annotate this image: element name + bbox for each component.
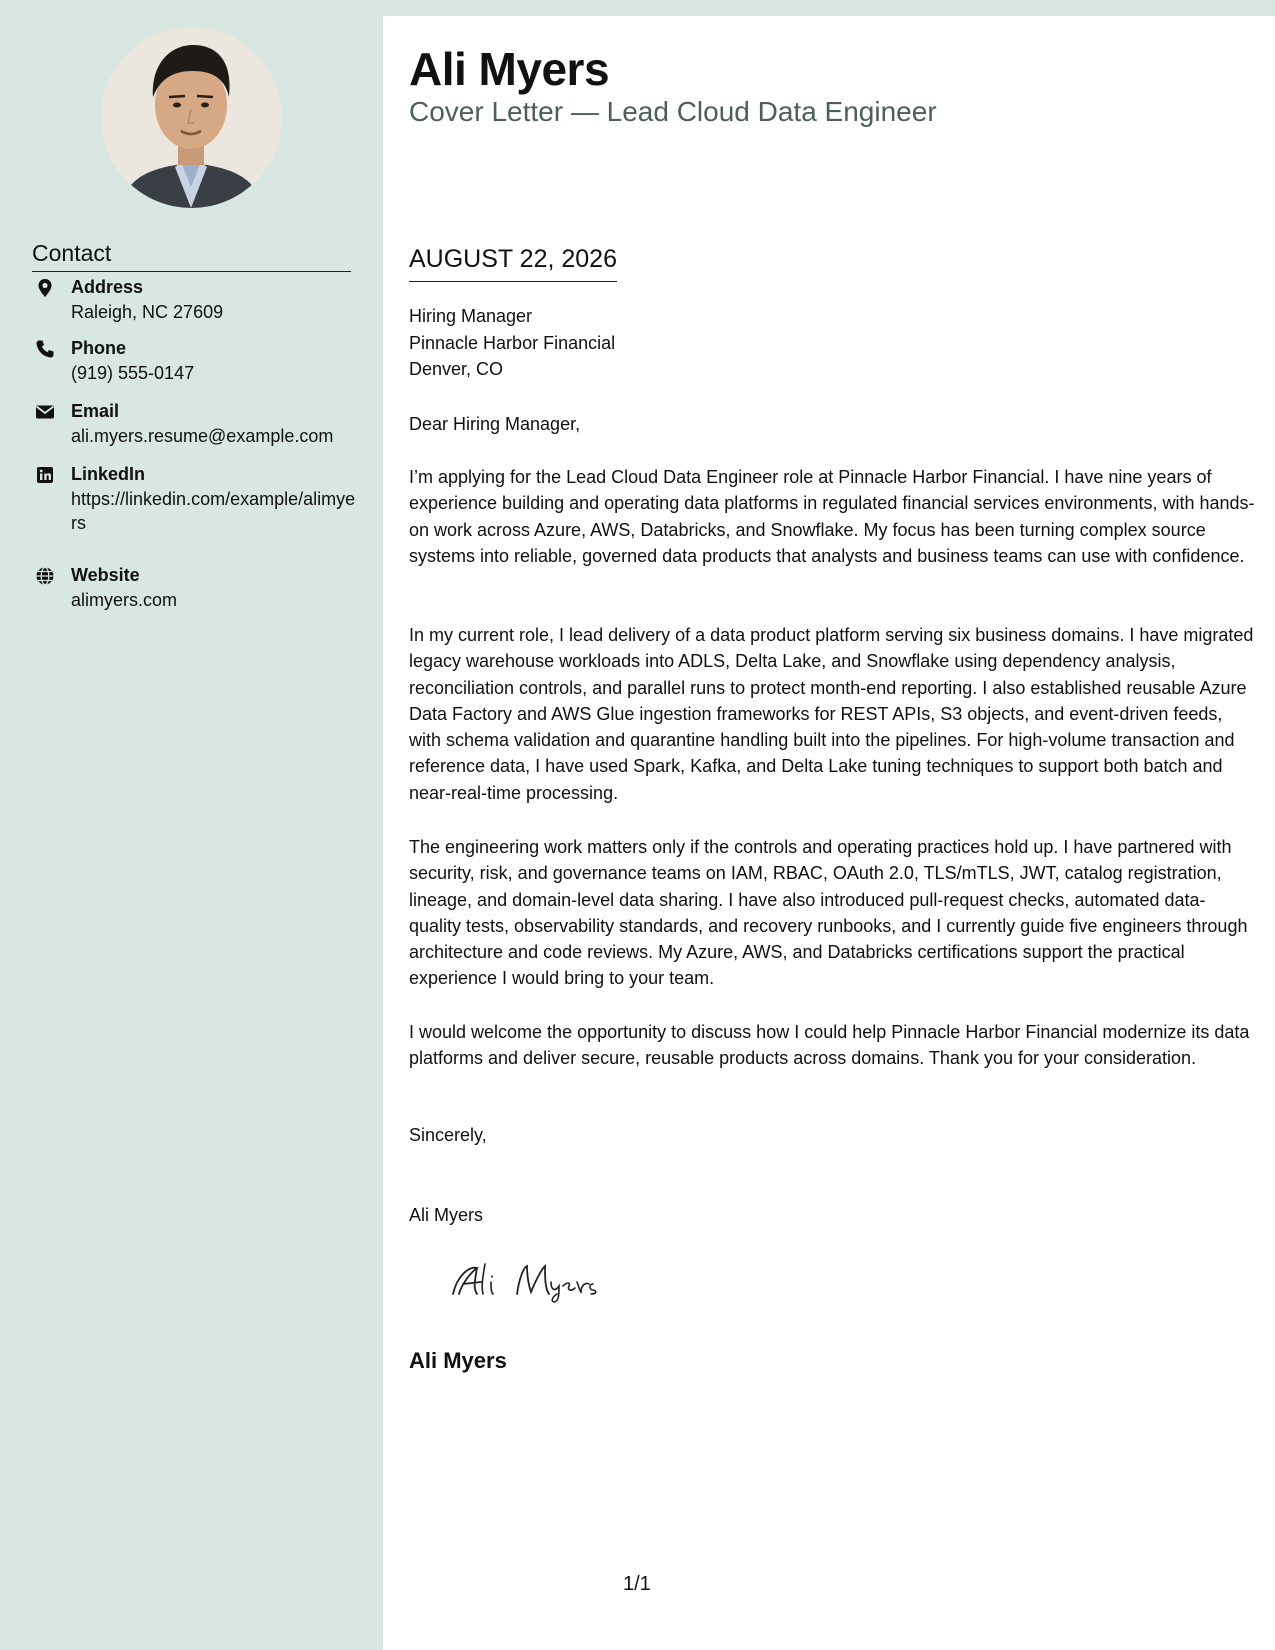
globe-icon xyxy=(35,566,55,586)
address-value: Raleigh, NC 27609 xyxy=(71,302,224,322)
avatar xyxy=(101,27,282,208)
letter-date: AUGUST 22, 2026 xyxy=(409,243,617,282)
envelope-icon xyxy=(35,402,55,422)
page-number: 1/1 xyxy=(623,1573,651,1595)
recipient-location: Denver, CO xyxy=(409,359,504,379)
recipient-company: Pinnacle Harbor Financial xyxy=(409,332,616,353)
contact-heading: Contact xyxy=(32,240,351,272)
page-subtitle: Cover Letter — Lead Cloud Data Engineer xyxy=(409,96,937,127)
linkedin-icon xyxy=(35,465,55,485)
phone-icon xyxy=(35,339,55,359)
map-pin-icon xyxy=(35,278,55,298)
website-label: Website xyxy=(71,565,140,585)
address-label: Address xyxy=(71,277,144,297)
email-link[interactable]: ali.myers.resume@example.com xyxy=(71,426,334,446)
website-link[interactable]: alimyers.com xyxy=(71,590,178,610)
recipient-block xyxy=(409,303,615,383)
signed-name: Ali Myers xyxy=(409,1348,507,1373)
handwritten-signature xyxy=(447,1256,637,1304)
salutation: Dear Hiring Manager, xyxy=(409,414,581,434)
body-paragraph: I’m applying for the Lead Cloud Data Engineer role at Pinnacle Harbor Financial. I have nine years of experience building and operating data platforms in regulated financial services environments, with hands-on work across Azure, AWS, Databricks, and Snowflake. My focus has been turning complex source systems into reliable, governed data products that analysts and business teams can use with confidence. xyxy=(409,467,1255,566)
linkedin-link[interactable]: https://linkedin.com/example/alimyers xyxy=(71,489,356,533)
sidebar xyxy=(0,0,383,1650)
linkedin-label: LinkedIn xyxy=(71,464,146,484)
body-paragraph: The engineering work matters only if the controls and operating practices hold up. I have partnered with security, risk, and governance teams on IAM, RBAC, OAuth 2.0, TLS/mTLS, JWT, catalog registration, lineage, and domain-level data sharing. I have also introduced pull-request checks, automated data-quality tests, observability standards, and recovery runbooks, and I currently guide five engineers through architecture and code reviews. My Azure, AWS, and Databricks certifications support the practical experience I would bring to your team. xyxy=(409,837,1248,989)
page-title: Ali Myers xyxy=(409,43,610,95)
closing: Sincerely, xyxy=(409,1125,487,1145)
email-label: Email xyxy=(71,401,120,421)
phone-value: (919) 555-0147 xyxy=(71,363,195,383)
body-paragraph: In my current role, I lead delivery of a data product platform serving six business domains. I have migrated legacy warehouse workloads into ADLS, Delta Lake, and Snowflake using dependency analysis, reconciliation controls, and parallel runs to protect month-end reporting. I also established reusable Azure Data Factory and AWS Glue ingestion frameworks for REST APIs, S3 objects, and event-driven feeds, with schema validation and quarantine handling built into the pipelines. For high-volume transaction and reference data, I have used Spark, Kafka, and Delta Lake tuning techniques to support both batch and near-real-time processing. xyxy=(409,625,1254,803)
body-paragraph: I would welcome the opportunity to discuss how I could help Pinnacle Harbor Financial modernize its data platforms and deliver secure, reusable products across domains. Thank you for your consideration. xyxy=(409,1022,1250,1069)
phone-label: Phone xyxy=(71,338,127,358)
typed-name: Ali Myers xyxy=(409,1205,484,1225)
recipient-title: Hiring Manager xyxy=(409,306,533,326)
